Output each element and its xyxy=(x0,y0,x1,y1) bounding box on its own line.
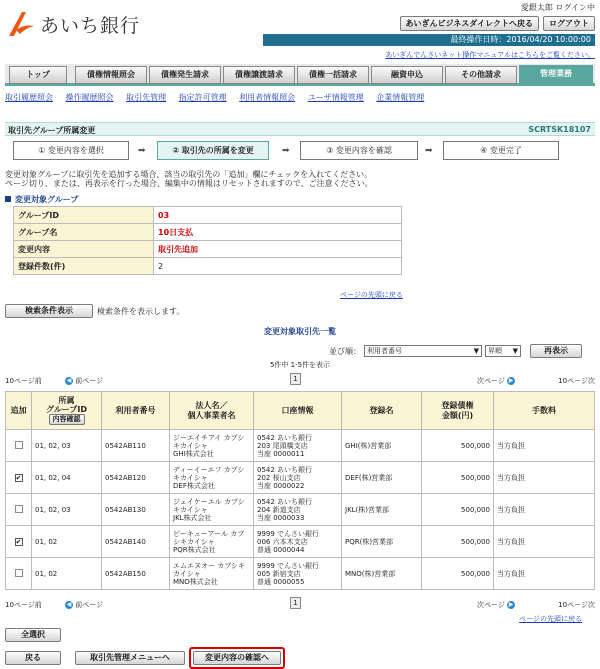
sub-navigation xyxy=(5,92,434,103)
subnav-operation-history[interactable]: 操作履歴照会 xyxy=(65,93,114,102)
group-id-value: 03 xyxy=(154,207,402,224)
fee-cell: 当方負担 xyxy=(494,462,595,494)
reg-name-cell: JKL(株)営業部 xyxy=(342,494,422,526)
user-no-cell: 0542AB150 xyxy=(102,558,170,590)
group-id-label: グループID xyxy=(14,207,154,224)
tab-financing[interactable]: 融資申込 xyxy=(371,66,443,84)
fee-cell: 当方負担 xyxy=(494,430,595,462)
name-cell xyxy=(170,430,254,462)
table-row xyxy=(6,526,595,558)
next-page: 次ページ ▶ xyxy=(477,377,514,385)
table-row xyxy=(6,430,595,462)
add-cell xyxy=(6,494,32,526)
reg-name-cell: DEF(株)営業部 xyxy=(342,462,422,494)
header-right xyxy=(400,2,595,31)
col-reg-name: 登録名 xyxy=(342,392,422,430)
group-info-table xyxy=(13,206,402,275)
add-cell xyxy=(6,430,32,462)
col-limit: 登録債権 金額(円) xyxy=(422,392,494,430)
user-no-cell: 0542AB140 xyxy=(102,526,170,558)
col-fee: 手数料 xyxy=(494,392,595,430)
bank-logo xyxy=(6,8,140,40)
biz-direct-back-button[interactable]: あいぎんビジネスダイレクトへ戻る xyxy=(400,16,539,31)
add-checkbox[interactable] xyxy=(15,505,23,513)
result-count: 5件中 1-5件を表示 xyxy=(269,361,331,369)
next-10-pages: 10ページ次 xyxy=(558,377,595,385)
confirm-highlight xyxy=(189,647,285,669)
account-cell: 0542 あいち銀行 203 尾頭橋支店 当座 0000011 xyxy=(254,430,342,462)
logout-button[interactable]: ログアウト xyxy=(543,16,595,31)
manual-link[interactable]: あいぎんでんさいネット操作マニュアルはこちらをご覧ください。 xyxy=(385,51,595,59)
step-1: ① 変更内容を選択 xyxy=(13,141,129,160)
square-bullet-icon xyxy=(5,196,11,202)
name-kana: ジーエイチアイ カブシキカイシャ xyxy=(173,433,245,450)
col-name: 法人名／ 個人事業者名 xyxy=(170,392,254,430)
select-all-button[interactable]: 全選択 xyxy=(5,628,61,642)
instruction-line: 変更対象グループに取引先を追加する場合、該当の取引先の「追加」欄にチェックを入れてください。 xyxy=(5,170,373,179)
limit-cell: 500,000 xyxy=(422,462,494,494)
page-top-link[interactable]: ページの先頭に戻る xyxy=(340,291,403,299)
prev-page: ◀ 前ページ xyxy=(66,601,104,609)
account-cell: 9999 でんさい銀行 005 新宿支店 普通 0000055 xyxy=(254,558,342,590)
pager-top xyxy=(5,373,595,387)
subnav-transaction-history[interactable]: 取引履歴照会 xyxy=(5,93,53,102)
confirm-changes-button[interactable]: 変更内容の確認へ xyxy=(193,651,281,665)
name-cell xyxy=(170,526,254,558)
name-cell xyxy=(170,494,254,526)
name-corp: DEF株式会社 xyxy=(173,481,215,490)
page-title: 取引先グループ所属変更 xyxy=(8,126,96,135)
change-type-value: 取引先追加 xyxy=(154,241,402,258)
tab-bulk-request[interactable]: 債権一括請求 xyxy=(297,66,369,84)
back-button[interactable]: 戻る xyxy=(5,651,61,665)
prev-arrow-icon: ◀ xyxy=(66,601,72,608)
group-name-value: 10日支払 xyxy=(154,224,402,241)
subnav-company-info[interactable]: 企業情報管理 xyxy=(376,93,425,102)
partner-menu-button[interactable]: 取引先管理メニューへ xyxy=(75,651,185,665)
name-cell xyxy=(170,558,254,590)
group-id-cell: 01, 02 xyxy=(32,558,102,590)
add-cell xyxy=(6,526,32,558)
redisplay-button[interactable]: 再表示 xyxy=(530,344,582,358)
table-row xyxy=(6,494,595,526)
add-checkbox[interactable]: ✔ xyxy=(15,473,22,482)
order-select[interactable]: 昇順 ▼ xyxy=(485,345,521,357)
subnav-user-management[interactable]: ユーザ情報管理 xyxy=(307,93,364,102)
name-kana: エムエヌオー カブシキカイシャ xyxy=(173,561,245,578)
account-cell: 0542 あいち銀行 202 桜山支店 当座 0000022 xyxy=(254,462,342,494)
account-cell: 0542 あいち銀行 204 新道支店 当座 0000033 xyxy=(254,494,342,526)
fee-cell: 当方負担 xyxy=(494,494,595,526)
limit-cell: 500,000 xyxy=(422,526,494,558)
instructions xyxy=(5,170,373,188)
group-section-heading: 変更対象グループ xyxy=(5,194,78,205)
name-corp: JKL株式会社 xyxy=(173,513,212,522)
list-title: 変更対象取引先一覧 xyxy=(264,327,336,336)
name-kana: ピーキューアール カブシキカイシャ xyxy=(173,529,245,546)
instruction-line: ページ切り、または、再表示を行った場合、編集中の情報はリセットされますので、ご注意ください。 xyxy=(5,179,373,188)
step-arrow-icon: ➡ xyxy=(425,146,433,156)
reg-name-cell: MNO(株)営業部 xyxy=(342,558,422,590)
col-user-no: 利用者番号 xyxy=(102,392,170,430)
tab-management[interactable]: 管理業務 xyxy=(519,65,593,84)
fee-cell: 当方負担 xyxy=(494,526,595,558)
step-arrow-icon: ➡ xyxy=(282,146,290,156)
col-account: 口座情報 xyxy=(254,392,342,430)
sort-label: 並び順： xyxy=(329,346,361,356)
next-arrow-icon: ▶ xyxy=(508,377,514,384)
col-add: 追加 xyxy=(6,392,32,430)
bank-logo-icon xyxy=(6,10,36,38)
group-id-cell: 01, 02 xyxy=(32,526,102,558)
name-kana: ディーイーエフ カブシキカイシャ xyxy=(173,465,245,482)
bank-name: あいち銀行 xyxy=(40,14,141,37)
chevron-down-icon: ▼ xyxy=(512,347,518,355)
sort-select[interactable]: 利用者番号 ▼ xyxy=(364,345,482,357)
page-top-link[interactable]: ページの先頭に戻る xyxy=(519,615,582,623)
page-number[interactable]: 1 xyxy=(290,597,301,609)
tab-bond-issue[interactable]: 債権発生請求 xyxy=(149,66,221,84)
search-note: 検索条件を表示します。 xyxy=(97,306,185,316)
user-no-cell: 0542AB130 xyxy=(102,494,170,526)
limit-cell: 500,000 xyxy=(422,558,494,590)
table-row xyxy=(6,558,595,590)
last-operation: 最終操作日時：2016/04/20 10:00:00 xyxy=(263,34,595,46)
main-tabs xyxy=(5,64,595,86)
show-search-conditions-button[interactable]: 検索条件表示 xyxy=(5,304,93,318)
add-checkbox[interactable] xyxy=(15,441,23,449)
user-status: 愛銀太郎 ログイン中 xyxy=(520,3,595,12)
change-type-label: 変更内容 xyxy=(14,241,154,258)
account-cell: 9999 でんさい銀行 006 六本木支店 普通 0000044 xyxy=(254,526,342,558)
name-corp: PQR株式会社 xyxy=(173,545,216,554)
name-kana: ジェイケーエル カブシキカイシャ xyxy=(173,497,245,514)
name-corp: GHI株式会社 xyxy=(173,449,214,458)
partner-list-table xyxy=(5,391,595,590)
user-no-cell: 0542AB110 xyxy=(102,430,170,462)
next-arrow-icon: ▶ xyxy=(508,601,514,608)
fee-cell: 当方負担 xyxy=(494,558,595,590)
screen-code: SCRTSK18107 xyxy=(528,125,591,134)
page-number[interactable]: 1 xyxy=(290,373,301,385)
next-page: 次ページ ▶ xyxy=(477,601,514,609)
name-cell xyxy=(170,462,254,494)
prev-10-pages: 10ページ前 xyxy=(5,601,42,609)
pager-bottom xyxy=(5,597,595,611)
tab-top[interactable]: トップ xyxy=(9,66,67,84)
step-2-current: ② 取引先の所属を変更 xyxy=(157,141,269,160)
prev-page: ◀ 前ページ xyxy=(66,377,104,385)
step-4: ④ 変更完了 xyxy=(443,141,559,160)
reg-name-cell: PQR(株)営業部 xyxy=(342,526,422,558)
content-confirm-button[interactable]: 内容確認 xyxy=(49,414,85,425)
table-row xyxy=(6,462,595,494)
prev-arrow-icon: ◀ xyxy=(66,377,72,384)
group-id-cell: 01, 02, 03 xyxy=(32,494,102,526)
tab-other-request[interactable]: その他請求 xyxy=(445,66,517,84)
user-no-cell: 0542AB120 xyxy=(102,462,170,494)
reg-name-cell: GHI(株)営業部 xyxy=(342,430,422,462)
add-cell xyxy=(6,462,32,494)
limit-cell: 500,000 xyxy=(422,430,494,462)
col-group-id-label: 所属 グループID xyxy=(46,396,87,414)
step-arrow-icon: ➡ xyxy=(138,146,146,156)
add-checkbox[interactable]: ✔ xyxy=(15,537,22,546)
next-10-pages: 10ページ次 xyxy=(558,601,595,609)
subnav-permission-management[interactable]: 指定許可管理 xyxy=(178,93,227,102)
subnav-user-info[interactable]: 利用者情報照会 xyxy=(239,93,296,102)
registered-count-label: 登録件数(件) xyxy=(14,258,154,275)
registered-count-value: 2 xyxy=(154,258,402,275)
group-id-cell: 01, 02, 04 xyxy=(32,462,102,494)
tab-bond-inquiry[interactable]: 債権情報照会 xyxy=(75,66,147,84)
page-title-bar xyxy=(5,122,595,136)
prev-10-pages: 10ページ前 xyxy=(5,377,42,385)
add-cell xyxy=(6,558,32,590)
tab-bond-transfer[interactable]: 債権譲渡請求 xyxy=(223,66,295,84)
limit-cell: 500,000 xyxy=(422,494,494,526)
group-name-label: グループ名 xyxy=(14,224,154,241)
name-corp: MNO株式会社 xyxy=(173,577,218,586)
subnav-partner-management[interactable]: 取引先管理 xyxy=(126,93,167,102)
group-id-cell: 01, 02, 03 xyxy=(32,430,102,462)
step-3: ③ 変更内容を確認 xyxy=(300,141,418,160)
add-checkbox[interactable] xyxy=(15,569,23,577)
col-group-id xyxy=(32,392,102,430)
chevron-down-icon: ▼ xyxy=(473,347,479,355)
